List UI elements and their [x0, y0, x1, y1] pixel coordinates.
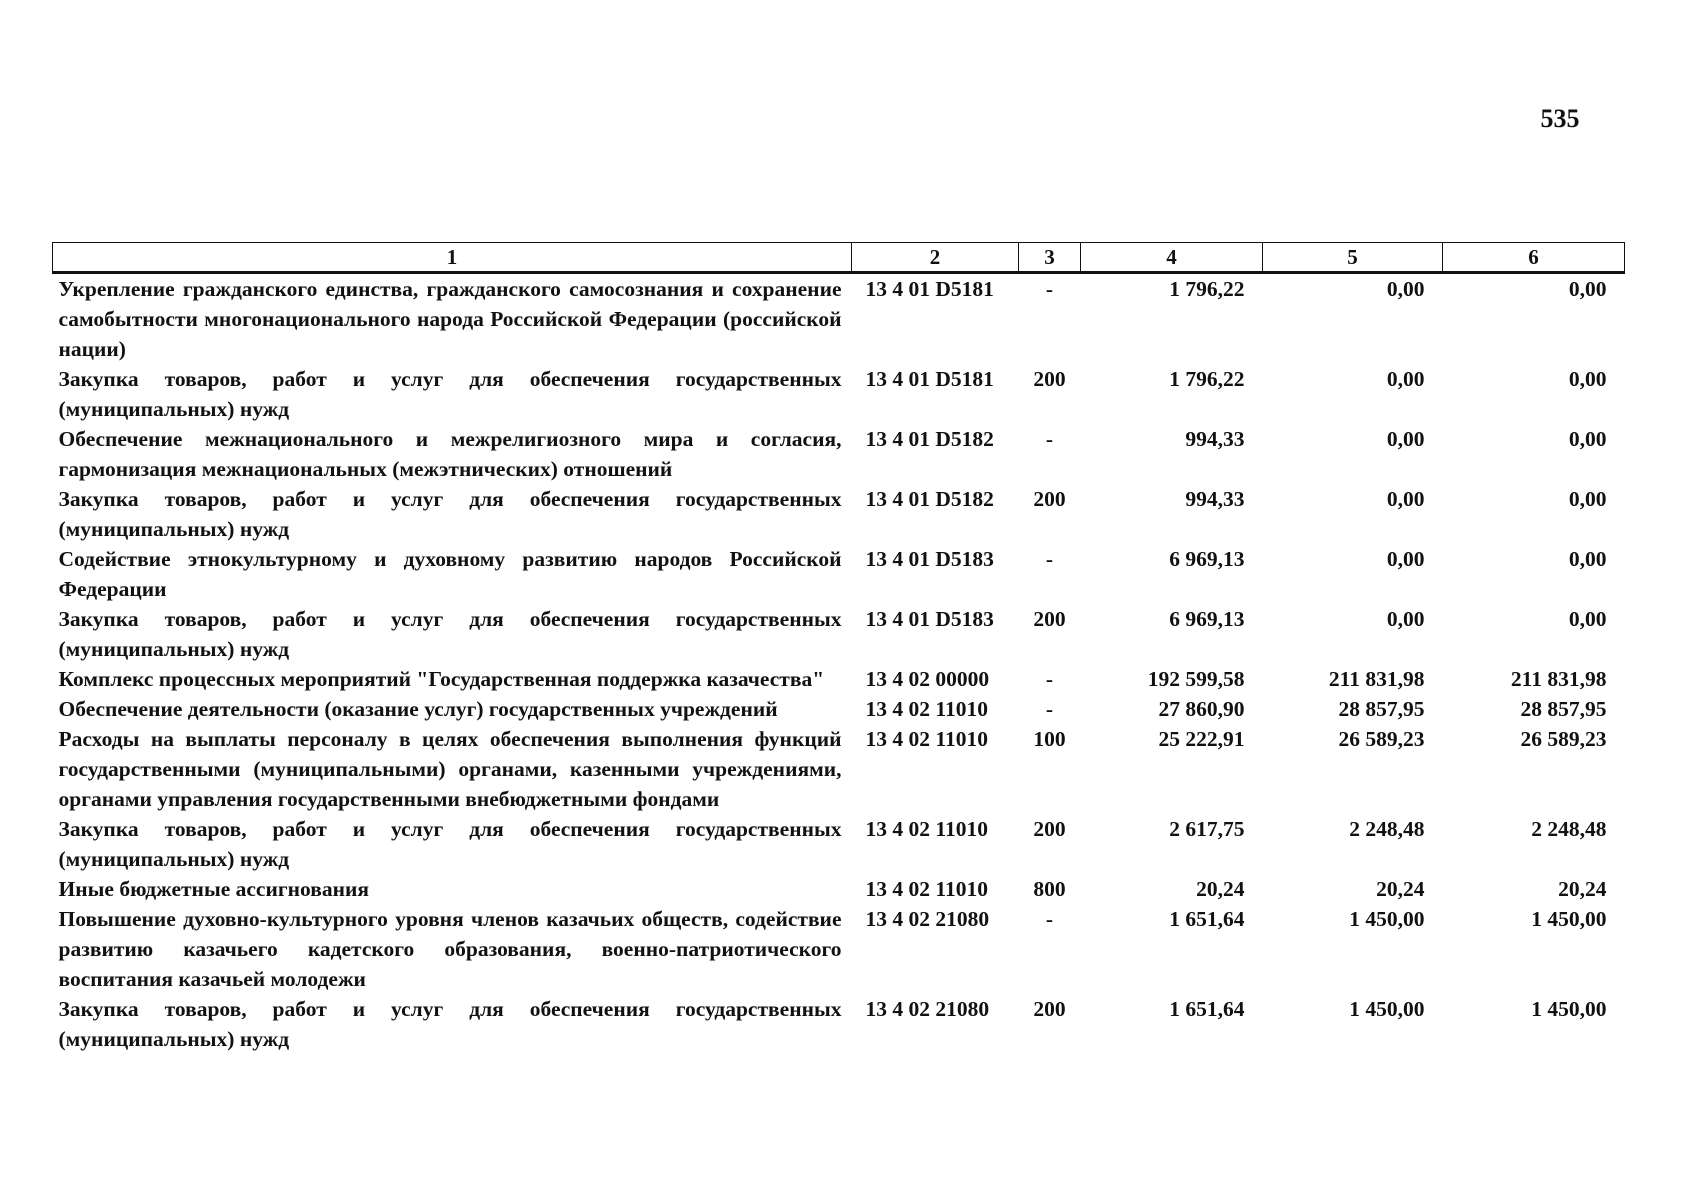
- page-number: 535: [1540, 104, 1580, 133]
- row-value-6: 211 831,98: [1510, 667, 1607, 691]
- row-expense-type: -: [1045, 697, 1054, 721]
- row-value-4: 20,24: [1196, 877, 1245, 901]
- row-value-4: 27 860,90: [1158, 697, 1245, 721]
- row-name: Содействие этнокультурному и духовному развитию народов Российской Федерации: [58, 547, 842, 601]
- row-value-5: 0,00: [1386, 367, 1425, 391]
- row-code: 13 4 01 D5181: [865, 277, 994, 301]
- row-expense-type: 200: [1033, 817, 1066, 841]
- table-row: [53, 694, 1625, 724]
- row-expense-type: -: [1045, 277, 1054, 301]
- column-header-1: 1: [53, 243, 852, 273]
- row-value-4: 2 617,75: [1169, 817, 1245, 841]
- row-name: Закупка товаров, работ и услуг для обеспечения государственных (муниципальных) нужд: [58, 607, 842, 661]
- row-value-5: 2 248,48: [1349, 817, 1425, 841]
- row-value-5: 1 450,00: [1349, 907, 1425, 931]
- row-value-5: 28 857,95: [1338, 697, 1425, 721]
- row-value-5: 0,00: [1386, 427, 1425, 451]
- table-body: [53, 273, 1625, 1055]
- row-name: Закупка товаров, работ и услуг для обеспечения государственных (муниципальных) нужд: [58, 487, 842, 541]
- row-expense-type: -: [1045, 907, 1054, 931]
- row-value-5: 1 450,00: [1349, 997, 1425, 1021]
- row-value-6: 20,24: [1558, 877, 1607, 901]
- row-code: 13 4 01 D5182: [865, 427, 994, 451]
- row-code: 13 4 01 D5182: [865, 487, 994, 511]
- row-expense-type: -: [1045, 667, 1054, 691]
- row-code: 13 4 02 11010: [865, 697, 988, 721]
- row-value-6: 0,00: [1568, 277, 1607, 301]
- row-value-5: 211 831,98: [1328, 667, 1425, 691]
- row-value-6: 0,00: [1568, 607, 1607, 631]
- row-name: Иные бюджетные ассигнования: [58, 877, 370, 901]
- row-expense-type: 200: [1033, 487, 1066, 511]
- row-value-6: 28 857,95: [1520, 697, 1607, 721]
- row-value-6: 0,00: [1568, 367, 1607, 391]
- row-value-4: 192 599,58: [1147, 667, 1245, 691]
- row-value-5: 0,00: [1386, 487, 1425, 511]
- row-expense-type: -: [1045, 427, 1054, 451]
- column-header-6: 6: [1443, 243, 1625, 273]
- row-name: Закупка товаров, работ и услуг для обеспечения государственных (муниципальных) нужд: [58, 817, 842, 871]
- row-code: 13 4 01 D5181: [865, 367, 994, 391]
- row-value-5: 0,00: [1386, 277, 1425, 301]
- table-header: [53, 243, 1625, 273]
- column-header-5: 5: [1263, 243, 1443, 273]
- table-row: [53, 544, 1625, 604]
- row-value-4: 994,33: [1185, 487, 1245, 511]
- row-code: 13 4 02 21080: [865, 907, 990, 931]
- table-row: [53, 484, 1625, 544]
- row-value-5: 26 589,23: [1338, 727, 1425, 751]
- table-row: [53, 273, 1625, 365]
- row-name: Укрепление гражданского единства, гражданского самосознания и сохранение самобытности многонационального народа Российской Федерации (российской нации): [58, 277, 842, 361]
- table-row: [53, 364, 1625, 424]
- row-value-6: 0,00: [1568, 427, 1607, 451]
- budget-table: [52, 242, 1625, 1054]
- column-header-4: 4: [1081, 243, 1263, 273]
- row-value-4: 994,33: [1185, 427, 1245, 451]
- row-value-4: 1 651,64: [1169, 907, 1245, 931]
- row-value-5: 0,00: [1386, 607, 1425, 631]
- row-expense-type: 100: [1033, 727, 1066, 751]
- row-name: Повышение духовно-культурного уровня членов казачьих обществ, содействие развитию казачьего кадетского образования, военно-патриотического воспитания казачьей молодежи: [58, 907, 842, 991]
- table-row: [53, 904, 1625, 994]
- row-name: Закупка товаров, работ и услуг для обеспечения государственных (муниципальных) нужд: [58, 367, 842, 421]
- row-value-5: 20,24: [1376, 877, 1425, 901]
- row-code: 13 4 01 D5183: [865, 607, 994, 631]
- row-value-4: 1 651,64: [1169, 997, 1245, 1021]
- row-value-4: 25 222,91: [1158, 727, 1245, 751]
- row-code: 13 4 01 D5183: [865, 547, 994, 571]
- row-code: 13 4 02 11010: [865, 877, 988, 901]
- row-value-6: 0,00: [1568, 547, 1607, 571]
- row-name: Закупка товаров, работ и услуг для обеспечения государственных (муниципальных) нужд: [58, 997, 842, 1051]
- row-value-5: 0,00: [1386, 547, 1425, 571]
- header-row: [53, 243, 1625, 273]
- table-row: [53, 604, 1625, 664]
- row-code: 13 4 02 00000: [865, 667, 990, 691]
- row-expense-type: 800: [1033, 877, 1066, 901]
- row-name: Обеспечение деятельности (оказание услуг) государственных учреждений: [58, 697, 778, 721]
- table-row: [53, 814, 1625, 874]
- row-expense-type: 200: [1033, 607, 1066, 631]
- row-value-6: 26 589,23: [1520, 727, 1607, 751]
- column-header-3: 3: [1019, 243, 1081, 273]
- row-expense-type: 200: [1033, 997, 1066, 1021]
- row-value-4: 1 796,22: [1169, 367, 1245, 391]
- row-value-6: 1 450,00: [1531, 907, 1607, 931]
- table-row: [53, 664, 1625, 694]
- row-code: 13 4 02 21080: [865, 997, 990, 1021]
- row-value-6: 0,00: [1568, 487, 1607, 511]
- row-code: 13 4 02 11010: [865, 817, 988, 841]
- row-value-6: 1 450,00: [1531, 997, 1607, 1021]
- row-value-4: 1 796,22: [1169, 277, 1245, 301]
- row-name: Обеспечение межнационального и межрелигиозного мира и согласия, гармонизация межнациональных (межэтнических) отношений: [58, 427, 842, 481]
- column-header-2: 2: [852, 243, 1019, 273]
- table-row: [53, 724, 1625, 814]
- row-expense-type: 200: [1033, 367, 1066, 391]
- table-row: [53, 874, 1625, 904]
- row-value-4: 6 969,13: [1169, 607, 1245, 631]
- row-name: Расходы на выплаты персоналу в целях обеспечения выполнения функций государственными (муниципальными) органами, казенными учреждениями, органами управления государственными внебюджетными фондами: [58, 727, 842, 811]
- row-value-6: 2 248,48: [1531, 817, 1607, 841]
- row-value-4: 6 969,13: [1169, 547, 1245, 571]
- row-expense-type: -: [1045, 547, 1054, 571]
- table-row: [53, 424, 1625, 484]
- row-code: 13 4 02 11010: [865, 727, 988, 751]
- row-name: Комплекс процессных мероприятий "Государственная поддержка казачества": [58, 667, 825, 691]
- table-row: [53, 994, 1625, 1054]
